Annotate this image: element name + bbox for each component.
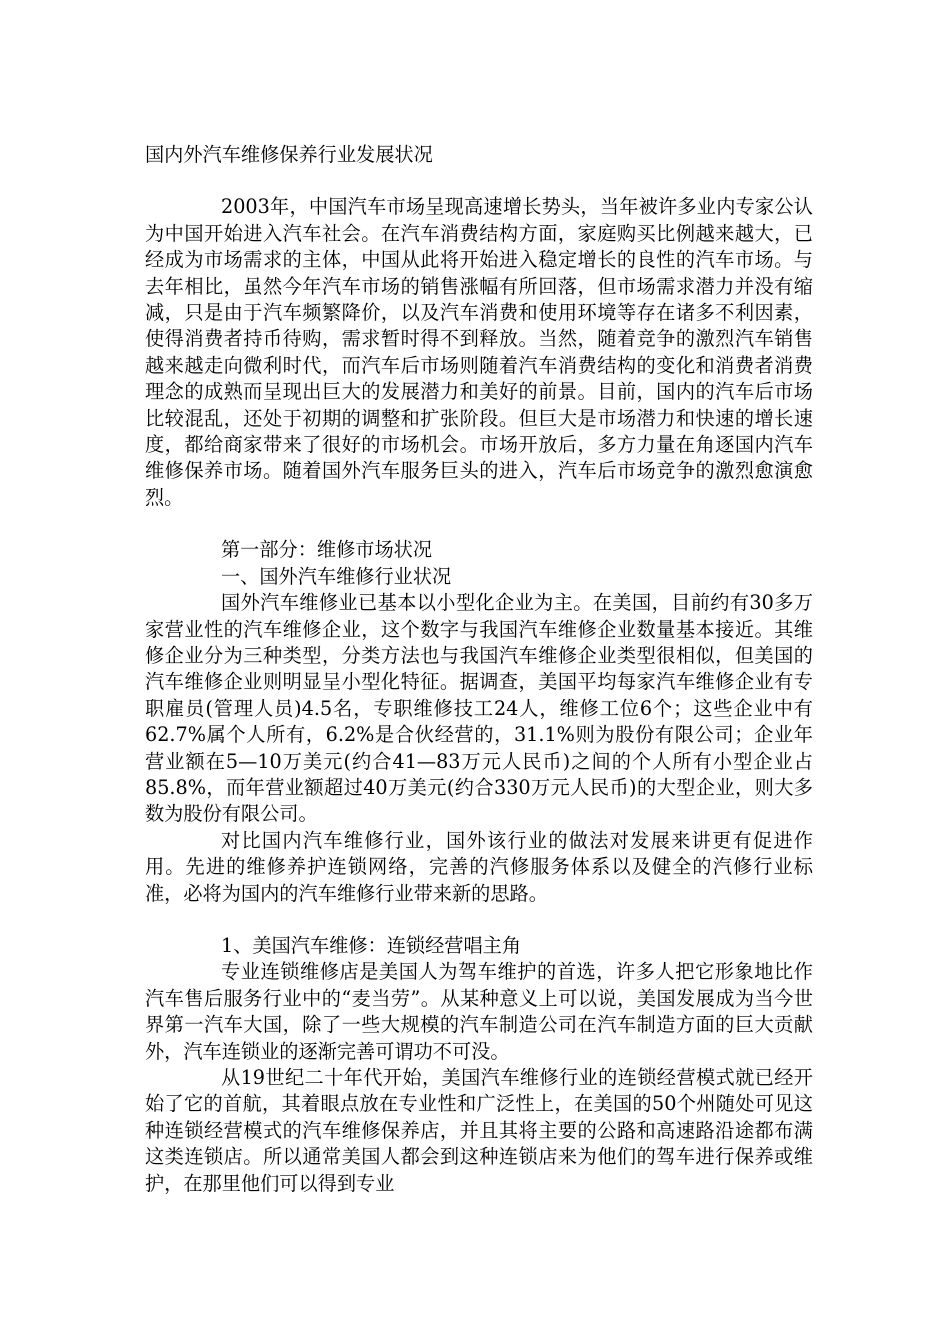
section1-paragraph: 对比国内汽车维修行业，国外该行业的做法对发展来讲更有促进作用。先进的维修养护连锁网络，完善的汽修服务体系以及健全的汽修行业标准，必将为国内的汽车维修行业带来新的思路。	[145, 828, 813, 905]
section1-heading: 一、国外汽车维修行业状况	[221, 564, 452, 588]
subsection1-paragraph: 从19世纪二十年代开始，美国汽车维修行业的连锁经营模式就已经开始了它的首航，其着眼点放在专业性和广泛性上，在美国的50个州随处可见这种连锁经营模式的汽车维修保养店，并且其将主要的公路和高速路沿途都布满这类连锁店。所以通常美国人都会到这种连锁店来为他们的驾车进行保养或维护，在那里他们可以得到专业	[145, 1066, 813, 1195]
section1-paragraph: 国外汽车维修业已基本以小型化企业为主。在美国，目前约有30多万家营业性的汽车维修企业，这个数字与我国汽车维修企业数量基本接近。其维修企业分为三种类型，分类方法也与我国汽车维修企业类型很相似，但美国的汽车维修企业则明显呈小型化特征。据调查，美国平均每家汽车维修企业有专职雇员(管理人员)4.5名，专职维修技工24人，维修工位6个；这些企业中有62.7%属个人所有，6.2%是合伙经营的，31.1%则为股份有限公司；企业年营业额在5—10万美元(约合41—83万元人民币)之间的个人所有小型企业占85.8%，而年营业额超过40万美元(约合330万元人民币)的大型企业，则大多数为股份有限公司。	[145, 591, 813, 826]
part1-heading: 第一部分：维修市场状况	[221, 538, 433, 562]
document-page	[145, 142, 813, 1197]
document-title: 国内外汽车维修保养行业发展状况	[145, 143, 433, 166]
subsection1-paragraph: 专业连锁维修店是美国人为驾车维护的首选，许多人把它形象地比作汽车售后服务行业中的“麦当劳”。从某种意义上可以说，美国发展成为当今世界第一汽车大国，除了一些大规模的汽车制造公司在汽车制造方面的巨大贡献外，汽车连锁业的逐渐完善可谓功不可没。	[145, 960, 813, 1063]
subsection1-heading: 1、美国汽车维修：连锁经营唱主角	[221, 933, 522, 957]
intro-paragraph: 2003年，中国汽车市场呈现高速增长势头，当年被许多业内专家公认为中国开始进入汽车社会。在汽车消费结构方面，家庭购买比例越来越大，已经成为市场需求的主体，中国从此将开始进入稳定增长的良性的汽车市场。与去年相比，虽然今年汽车市场的销售涨幅有所回落，但市场需求潜力并没有缩减，只是由于汽车频繁降价，以及汽车消费和使用环境等存在诸多不利因素，使得消费者持币待购，需求暂时得不到释放。当然，随着竞争的激烈汽车销售越来越走向微利时代，而汽车后市场则随着汽车消费结构的变化和消费者消费理念的成熟而呈现出巨大的发展潜力和美好的前景。目前，国内的汽车后市场比较混乱，还处于初期的调整和扩张阶段。但巨大是市场潜力和快速的增长速度，都给商家带来了很好的市场机会。市场开放后，多方力量在角逐国内汽车维修保养市场。随着国外汽车服务巨头的进入，汽车后市场竞争的激烈愈演愈烈。	[145, 195, 813, 509]
